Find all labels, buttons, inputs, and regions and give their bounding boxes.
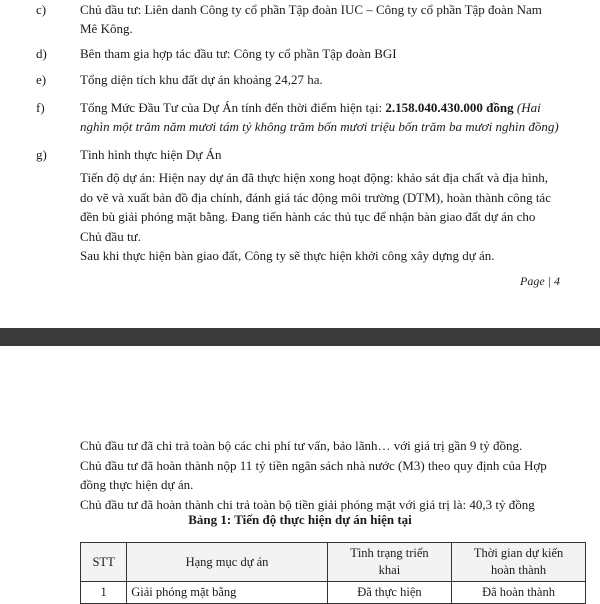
table-header-cell: Thời gian dự kiến hoàn thành — [452, 543, 586, 582]
list-item-content — [80, 44, 580, 63]
table-row — [81, 582, 586, 604]
text-segment: nghìn một trăm năm mươi tám tỷ không trăm bốn mươi triệu bốn trăm ba mươi nghìn đồng) — [80, 119, 559, 134]
table-caption: Bảng 1: Tiến độ thực hiện dự án hiện tại — [188, 512, 412, 527]
text-line: Mê Kông. — [80, 21, 133, 36]
table-cell: Đã hoàn thành — [452, 582, 586, 604]
table-header-cell: Tình trạng triển khai — [327, 543, 451, 582]
page2-paragraph — [80, 436, 580, 514]
table-cell: 1 — [81, 582, 127, 604]
table-header-cell: STT — [81, 543, 127, 582]
text-line — [80, 117, 580, 136]
table-cell: Giải phóng mặt bằng — [127, 582, 328, 604]
text-line: Tổng diện tích khu đất dự án khoảng 24,27 ha. — [80, 72, 323, 87]
text-line: đền bù giải phóng mặt bằng. Đang tiến hành các thủ tục để nhận bàn giao đất dự án cho — [80, 209, 536, 224]
text-segment: (Hai — [513, 100, 541, 115]
text-line: Chủ đầu tư đã chi trả toàn bộ các chi phí tư vấn, bảo lãnh… với giá trị gần 9 tỷ đồng. — [80, 438, 523, 453]
list-marker: f) — [36, 100, 45, 115]
list-marker: g) — [36, 147, 47, 162]
list-item-content — [80, 98, 580, 136]
table-header-cell: Hạng mục dự án — [127, 543, 328, 582]
text-line — [80, 98, 580, 117]
text-line: do vẽ và xuất bản đồ địa chính, đánh giá tác động môi trường (DTM), hoàn thành công tác — [80, 189, 551, 205]
text-line: Chủ đầu tư đã hoàn thành chi trả toàn bộ tiền giải phóng mặt với giá trị là: 40,3 tỷ đồng — [80, 496, 535, 512]
progress-paragraph — [80, 168, 580, 266]
list-marker: e) — [36, 72, 47, 87]
text-line: Chủ đầu tư: Liên danh Công ty cổ phần Tập đoàn IUC – Công ty cổ phần Tập đoàn Nam — [80, 2, 542, 17]
text-line: Tiến độ dự án: Hiện nay dự án đã thực hiện xong hoạt động: khảo sát địa chất và địa hình, — [80, 170, 548, 185]
list-marker: c) — [36, 2, 47, 17]
text-line: Tình hình thực hiện Dự Án — [80, 147, 222, 162]
text-line: đồng thực hiện dự án. — [80, 477, 194, 492]
list-item-content — [80, 70, 580, 89]
text-segment: Tổng Mức Đầu Tư của Dự Án tính đến thời điểm hiện tại: — [80, 100, 386, 115]
progress-table — [80, 542, 586, 604]
page-separator — [0, 328, 600, 346]
text-line: Sau khi thực hiện bàn giao đất, Công ty sẽ thực hiện khởi công xây dựng dự án. — [80, 248, 495, 263]
list-item-content — [80, 145, 580, 164]
document-page-lower — [0, 346, 600, 600]
table-header-row — [81, 543, 586, 582]
text-line: Chủ đầu tư đã hoàn thành nộp 11 tỷ tiền ngân sách nhà nước (M3) theo quy định của Hợp — [80, 457, 547, 473]
text-line: Chủ đầu tư. — [80, 228, 141, 244]
list-marker: d) — [36, 46, 47, 61]
table-cell: Đã thực hiện — [327, 582, 451, 604]
list-item-content — [80, 0, 580, 38]
page-number: Page | 4 — [520, 274, 560, 288]
investment-amount: 2.158.040.430.000 đồng — [385, 100, 514, 115]
text-line: Bên tham gia hợp tác đầu tư: Công ty cổ phần Tập đoàn BGI — [80, 46, 397, 61]
